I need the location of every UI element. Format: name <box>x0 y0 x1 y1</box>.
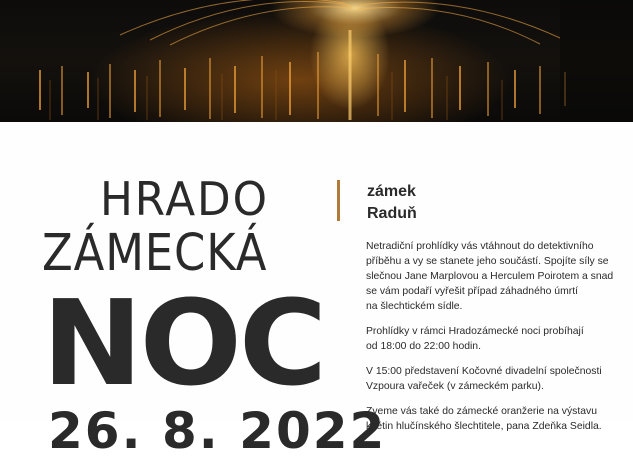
text-line: Vzpoura vařeček (v zámeckém parku). <box>366 381 544 392</box>
text-line: se vám podaří vyřešit případ záhadného úmrtí <box>366 286 578 297</box>
event-description <box>366 239 628 444</box>
text-line: Zveme vás také do zámecké oranžerie na výstavu <box>366 406 598 417</box>
title-line-zamecka: ZÁMECKÁ <box>42 224 268 283</box>
accent-divider <box>337 180 340 221</box>
text-line: slečnou Jane Marplovou a Herculem Poirotem a snad <box>366 271 614 282</box>
fire-reflection-graphic <box>0 0 633 122</box>
paragraph-times <box>366 324 628 354</box>
paragraph-exhibition <box>366 404 628 434</box>
title-line-noc: NOC <box>42 274 325 412</box>
event-date: 26. 8. 2022 <box>48 402 387 460</box>
venue-name <box>367 181 417 225</box>
text-line: Netradiční prohlídky vás vtáhnout do detektivního <box>366 241 594 252</box>
venue-line-2: Raduň <box>367 205 417 222</box>
title-line-hrado: HRADO <box>100 172 269 226</box>
text-line: V 15:00 představení Kočovné divadelní společnosti <box>366 366 602 377</box>
hero-photo <box>0 0 633 122</box>
text-line: od 18:00 do 22:00 hodin. <box>366 341 481 352</box>
text-line: Prohlídky v rámci Hradozámecké noci probíhají <box>366 326 584 337</box>
text-line: příběhu a vy se stanete jeho součástí. Spojíte síly se <box>366 256 609 267</box>
paragraph-intro <box>366 239 628 314</box>
text-line: na šlechtickém sídle. <box>366 301 463 312</box>
venue-line-1: zámek <box>367 183 416 200</box>
paragraph-theatre <box>366 364 628 394</box>
text-line: květin hlučínského šlechtitele, pana Zdeňka Seidla. <box>366 421 602 432</box>
